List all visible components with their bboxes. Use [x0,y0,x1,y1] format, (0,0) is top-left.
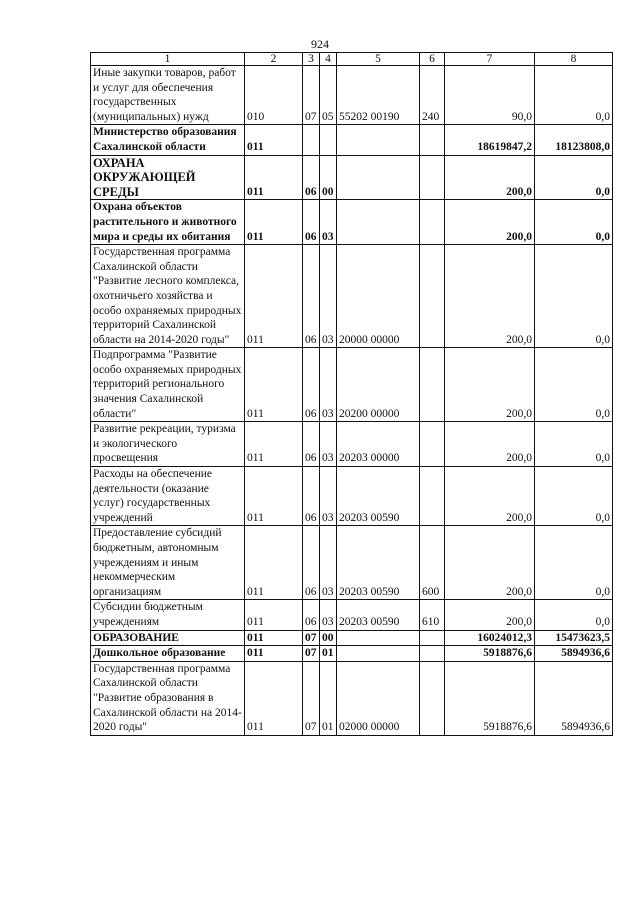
column-header: 7 [445,53,535,66]
row-code-cell: 011 [245,200,303,245]
row-amount-cell: 0,0 [535,526,613,600]
row-section-cell: 06 [303,245,320,348]
row-section-cell: 06 [303,422,320,467]
row-target-article-cell: 20000 00000 [337,245,420,348]
row-amount-cell: 5918876,6 [445,661,535,735]
row-target-article-cell: 20200 00000 [337,348,420,422]
row-amount-cell: 0,0 [535,155,613,200]
row-target-article-cell [337,630,420,646]
row-expense-type-cell [420,245,445,348]
row-target-article-cell [337,646,420,662]
row-code-cell: 011 [245,526,303,600]
row-expense-type-cell [420,348,445,422]
row-expense-type-cell [420,630,445,646]
row-amount-cell: 0,0 [535,348,613,422]
row-section-cell: 06 [303,600,320,630]
row-expense-type-cell: 610 [420,600,445,630]
row-amount-cell: 90,0 [445,66,535,125]
row-expense-type-cell [420,467,445,526]
row-name-cell: Развитие рекреации, туризма и экологического просвещения [91,422,245,467]
row-name-cell: Субсидии бюджетным учреждениям [91,600,245,630]
row-code-cell: 010 [245,66,303,125]
table-row [91,200,613,245]
row-target-article-cell [337,200,420,245]
row-subsection-cell: 03 [320,200,337,245]
row-code-cell: 011 [245,646,303,662]
row-subsection-cell: 05 [320,66,337,125]
table-row [91,600,613,630]
row-name-cell: Охрана объектов растительного и животного мира и среды их обитания [91,200,245,245]
row-target-article-cell [337,125,420,155]
row-subsection-cell: 03 [320,526,337,600]
table-row [91,646,613,662]
row-section-cell: 06 [303,467,320,526]
row-amount-cell: 0,0 [535,66,613,125]
row-expense-type-cell: 240 [420,66,445,125]
row-code-cell: 011 [245,467,303,526]
row-code-cell: 011 [245,422,303,467]
row-name-cell: Иные закупки товаров, работ и услуг для обеспечения государственных (муниципальных) нужд [91,66,245,125]
row-target-article-cell: 20203 00590 [337,600,420,630]
row-amount-cell: 0,0 [535,600,613,630]
row-code-cell: 011 [245,630,303,646]
row-expense-type-cell [420,125,445,155]
row-expense-type-cell [420,200,445,245]
row-amount-cell: 0,0 [535,467,613,526]
row-section-cell [303,125,320,155]
column-header: 1 [91,53,245,66]
column-header: 8 [535,53,613,66]
row-subsection-cell [320,125,337,155]
row-section-cell: 06 [303,348,320,422]
row-name-cell: Государственная программа Сахалинской области "Развитие образования в Сахалинской области на 2014-2020 годы" [91,661,245,735]
row-subsection-cell: 03 [320,467,337,526]
row-target-article-cell: 55202 00190 [337,66,420,125]
row-subsection-cell: 01 [320,661,337,735]
row-amount-cell: 200,0 [445,422,535,467]
row-code-cell: 011 [245,245,303,348]
row-amount-cell: 0,0 [535,200,613,245]
row-amount-cell: 200,0 [445,526,535,600]
row-amount-cell: 200,0 [445,155,535,200]
table-row [91,467,613,526]
row-amount-cell: 200,0 [445,467,535,526]
row-code-cell: 011 [245,600,303,630]
row-expense-type-cell: 600 [420,526,445,600]
row-name-cell: Подпрограмма "Развитие особо охраняемых природных территорий регионального значения Сахалинской области" [91,348,245,422]
row-amount-cell: 0,0 [535,422,613,467]
column-header: 5 [337,53,420,66]
table-row [91,661,613,735]
row-amount-cell: 15473623,5 [535,630,613,646]
table-row [91,348,613,422]
table-row [91,630,613,646]
row-code-cell: 011 [245,348,303,422]
row-target-article-cell: 20203 00590 [337,526,420,600]
table-row [91,125,613,155]
row-amount-cell: 200,0 [445,200,535,245]
row-amount-cell: 200,0 [445,600,535,630]
page-number: 924 [311,37,329,51]
row-section-cell: 07 [303,630,320,646]
row-section-cell: 06 [303,155,320,200]
row-subsection-cell: 01 [320,646,337,662]
row-target-article-cell: 02000 00000 [337,661,420,735]
column-header: 3 [303,53,320,66]
row-name-cell: Государственная программа Сахалинской области "Развитие лесного комплекса, охотничьего хозяйства и особо охраняемых природных территорий Сахалинской области на 2014-2020 годы" [91,245,245,348]
row-subsection-cell: 03 [320,422,337,467]
row-name-cell: Министерство образования Сахалинской области [91,125,245,155]
table-row [91,526,613,600]
row-subsection-cell: 03 [320,348,337,422]
table-row [91,66,613,125]
row-amount-cell: 0,0 [535,245,613,348]
row-subsection-cell: 00 [320,155,337,200]
row-amount-cell: 200,0 [445,348,535,422]
column-header: 2 [245,53,303,66]
row-expense-type-cell [420,661,445,735]
row-name-cell: ОБРАЗОВАНИЕ [91,630,245,646]
row-expense-type-cell [420,422,445,467]
row-name-cell: Предоставление субсидий бюджетным, автономным учреждениям и иным некоммерческим организациям [91,526,245,600]
row-code-cell: 011 [245,125,303,155]
row-target-article-cell: 20203 00000 [337,422,420,467]
row-name-cell: Расходы на обеспечение деятельности (оказание услуг) государственных учреждений [91,467,245,526]
row-amount-cell: 5918876,6 [445,646,535,662]
column-header: 6 [420,53,445,66]
row-name-cell: Дошкольное образование [91,646,245,662]
row-section-cell: 07 [303,646,320,662]
row-expense-type-cell [420,155,445,200]
row-subsection-cell: 03 [320,245,337,348]
row-amount-cell: 18619847,2 [445,125,535,155]
row-code-cell: 011 [245,155,303,200]
row-section-cell: 06 [303,526,320,600]
row-amount-cell: 5894936,6 [535,661,613,735]
table-row [91,155,613,200]
row-amount-cell: 5894936,6 [535,646,613,662]
row-subsection-cell: 03 [320,600,337,630]
row-name-cell: ОХРАНА ОКРУЖАЮЩЕЙ СРЕДЫ [91,155,245,200]
row-amount-cell: 18123808,0 [535,125,613,155]
table-row [91,245,613,348]
row-expense-type-cell [420,646,445,662]
budget-table [90,52,613,736]
row-section-cell: 06 [303,200,320,245]
row-section-cell: 07 [303,661,320,735]
row-target-article-cell [337,155,420,200]
row-amount-cell: 200,0 [445,245,535,348]
row-target-article-cell: 20203 00590 [337,467,420,526]
column-header: 4 [320,53,337,66]
row-section-cell: 07 [303,66,320,125]
row-subsection-cell: 00 [320,630,337,646]
row-amount-cell: 16024012,3 [445,630,535,646]
table-row [91,422,613,467]
row-code-cell: 011 [245,661,303,735]
table-header-row [91,53,613,66]
